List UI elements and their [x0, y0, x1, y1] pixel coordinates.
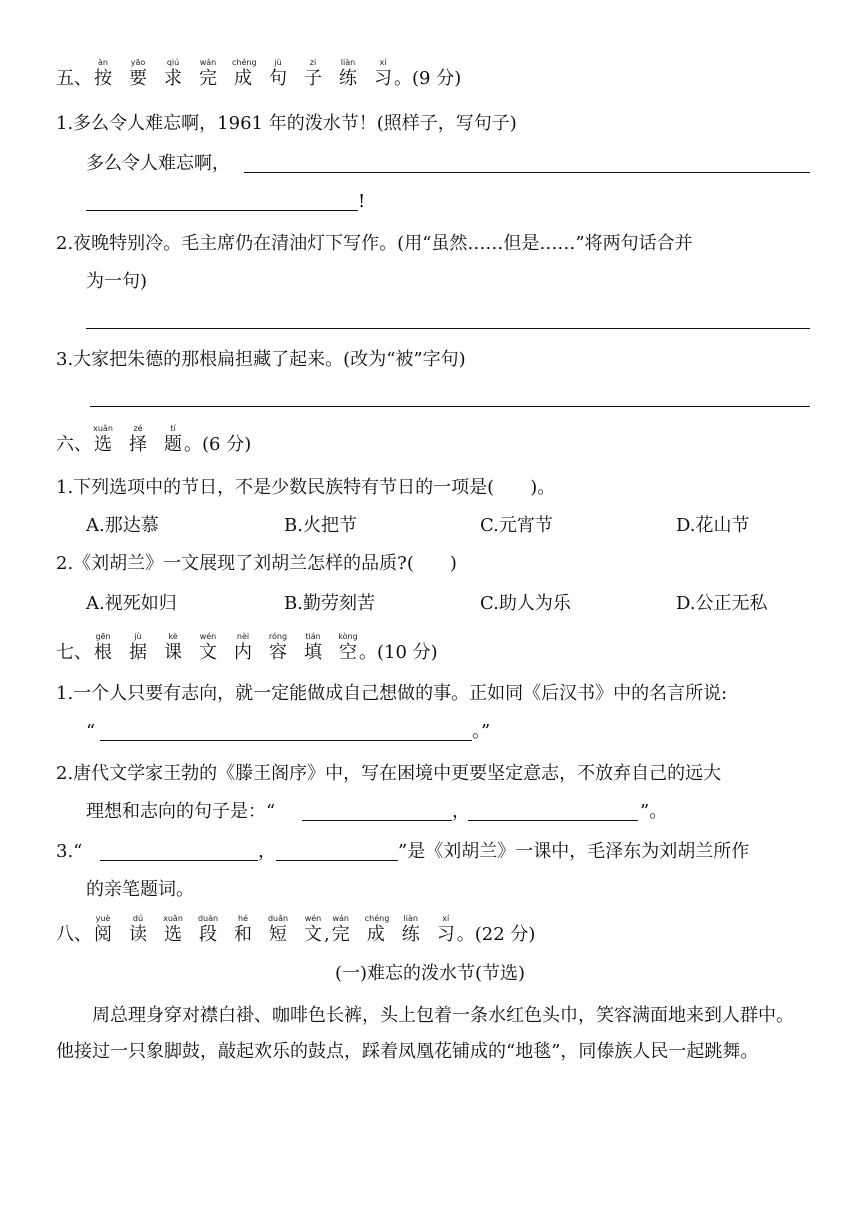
- ruby-char: [232, 914, 254, 946]
- hanzi: 习: [374, 68, 392, 89]
- ruby-char: [127, 632, 149, 664]
- hanzi: 要: [129, 68, 147, 89]
- s7-q3-answer-line-2[interactable]: [276, 860, 398, 861]
- s5-q1-answer-line-2[interactable]: [86, 210, 358, 211]
- section-6-number: 六、: [56, 434, 92, 455]
- hanzi: 阅: [94, 924, 112, 945]
- ruby-char: [92, 632, 114, 664]
- pinyin: àn: [98, 58, 108, 67]
- s6-q2-option-c[interactable]: C.助人为乐: [480, 593, 571, 614]
- pinyin: duàn: [197, 914, 219, 923]
- ruby-char: [302, 632, 324, 664]
- s6-q2-option-d[interactable]: D.公正无私: [676, 593, 768, 614]
- s5-q1-end-mark: !: [358, 191, 366, 212]
- ruby-char: [162, 914, 184, 946]
- s6-q1: 1.下列选项中的节日，不是少数民族特有节日的一项是( )。: [56, 477, 556, 498]
- pinyin: xí: [442, 914, 450, 923]
- pinyin: liàn: [340, 58, 356, 67]
- section-8-separator: ,: [324, 924, 330, 945]
- ruby-char: [162, 632, 184, 664]
- pinyin: nèi: [236, 632, 250, 641]
- hanzi: 完: [199, 68, 217, 89]
- hanzi: 练: [401, 924, 420, 945]
- pinyin: hé: [238, 914, 248, 923]
- hanzi: 和: [234, 924, 252, 945]
- hanzi: 根: [94, 642, 112, 663]
- hanzi: 择: [129, 434, 147, 455]
- hanzi: 选: [164, 924, 182, 945]
- hanzi: 题: [164, 434, 182, 455]
- hanzi: 课: [164, 642, 182, 663]
- ruby-char: [92, 58, 114, 90]
- ruby-char: [435, 914, 457, 946]
- ruby-char: [92, 424, 114, 456]
- s7-q1-answer-line[interactable]: [100, 740, 472, 741]
- section-5-ruby-title: [92, 58, 394, 89]
- pinyin: duǎn: [267, 914, 289, 923]
- hanzi: 容: [269, 642, 287, 663]
- ruby-char: [197, 58, 219, 90]
- ruby-char: [232, 58, 257, 90]
- pinyin: chéng: [232, 58, 257, 67]
- section-8-score: 。(22 分): [456, 924, 536, 945]
- pinyin: wán: [332, 914, 349, 923]
- s7-q3-line-2: 的亲笔题词。: [86, 879, 194, 900]
- pinyin: xuǎn: [93, 424, 113, 433]
- section-6-heading: [56, 424, 251, 456]
- hanzi: 选: [94, 434, 112, 455]
- pinyin: gēn: [95, 632, 111, 641]
- pinyin: qiú: [166, 58, 180, 67]
- section-8-heading: [56, 914, 535, 946]
- ruby-char: [162, 424, 184, 456]
- hanzi: 按: [94, 68, 112, 89]
- ruby-char: [302, 914, 324, 946]
- ruby-char: [127, 58, 149, 90]
- pinyin: róng: [268, 632, 288, 641]
- pinyin: chéng: [364, 914, 390, 923]
- s7-q1-line-1: 1.一个人只要有志向，就一定能做成自己想做的事。正如同《后汉书》中的名言所说:: [56, 683, 728, 704]
- pinyin: xuǎn: [163, 914, 183, 923]
- ruby-char: [364, 914, 390, 946]
- s5-q3-answer-line[interactable]: [90, 406, 810, 407]
- ruby-char: [337, 58, 359, 90]
- s7-q2-line-1: 2.唐代文学家王勃的《滕王阁序》中，写在困境中更要坚定意志，不放弃自己的远大: [56, 763, 722, 784]
- hanzi: 子: [304, 68, 322, 89]
- s5-q1: 1.多么令人难忘啊，1961 年的泼水节！(照样子，写句子): [56, 113, 517, 134]
- hanzi: 空: [339, 642, 357, 663]
- s5-q1-answer-line-1[interactable]: [244, 172, 810, 173]
- s6-q1-option-d[interactable]: D.花山节: [676, 515, 750, 536]
- hanzi: 句: [269, 68, 287, 89]
- pinyin: wén: [304, 914, 322, 923]
- ruby-char: [302, 58, 324, 90]
- s5-q1-lead: 多么令人难忘啊，: [86, 153, 230, 174]
- s7-q2-close: ”。: [640, 801, 668, 822]
- hanzi: 读: [129, 924, 147, 945]
- ruby-char: [267, 914, 289, 946]
- pinyin: jù: [134, 632, 142, 641]
- ruby-char: [92, 914, 114, 946]
- s5-q2-answer-line[interactable]: [86, 328, 810, 329]
- hanzi: 内: [234, 642, 252, 663]
- ruby-char: [127, 914, 149, 946]
- pinyin: yāo: [130, 58, 146, 67]
- pinyin: wén: [199, 632, 217, 641]
- section-5-number: 五、: [56, 68, 92, 89]
- s7-q3-answer-line-1[interactable]: [100, 860, 258, 861]
- hanzi: 段: [199, 924, 217, 945]
- pinyin: jù: [274, 58, 282, 67]
- s6-q1-option-a[interactable]: A.那达慕: [86, 515, 159, 536]
- ruby-char: [337, 632, 359, 664]
- s6-q2-option-a[interactable]: A.视死如归: [86, 593, 177, 614]
- ruby-char: [267, 58, 289, 90]
- section-7-ruby-title: [92, 632, 359, 663]
- hanzi: 成: [366, 924, 385, 945]
- s7-q3-comma: ，: [258, 841, 276, 862]
- section-8-number: 八、: [56, 924, 92, 945]
- pinyin: liàn: [403, 914, 418, 923]
- section-5-score: 。(9 分): [394, 68, 462, 89]
- ruby-char: [330, 914, 352, 946]
- pinyin: yuè: [95, 914, 111, 923]
- section-8-ruby-title-2: [330, 914, 457, 945]
- s7-q3-tail: ”是《刘胡兰》一课中，毛泽东为刘胡兰所作: [398, 841, 750, 862]
- pinyin: wán: [199, 58, 217, 67]
- pinyin: dú: [132, 914, 144, 923]
- s6-q1-option-c[interactable]: C.元宵节: [480, 515, 553, 536]
- hanzi: 短: [269, 924, 287, 945]
- passage-title: (一)难忘的泼水节(节选): [334, 963, 526, 984]
- s5-q2-line-1: 2.夜晚特别冷。毛主席仍在清油灯下写作。(用“虽然……但是……”将两句话合并: [56, 233, 693, 254]
- hanzi: 练: [339, 68, 357, 89]
- section-7-number: 七、: [56, 642, 92, 663]
- hanzi: 据: [129, 642, 147, 663]
- pinyin: zi: [309, 58, 317, 67]
- hanzi: 文: [199, 642, 217, 663]
- section-7-heading: [56, 632, 438, 664]
- ruby-char: [197, 914, 219, 946]
- pinyin: tí: [170, 424, 176, 433]
- hanzi: 填: [304, 642, 322, 663]
- s7-q1-open-quote: “: [86, 721, 96, 742]
- s7-q1-close-quote: 。”: [472, 721, 491, 742]
- section-5-heading: [56, 58, 461, 90]
- passage-text: 周总理身穿对襟白褂、咖啡色长裤，头上包着一条水红色头巾，笑容满面地来到人群中。他接过一只象脚鼓，敲起欢乐的鼓点，踩着凤凰花铺成的“地毯”，同傣族人民一起跳舞。: [56, 1005, 794, 1062]
- hanzi: 求: [164, 68, 182, 89]
- ruby-char: [162, 58, 184, 90]
- hanzi: 习: [436, 924, 455, 945]
- s5-q2-line-2: 为一句): [86, 271, 148, 292]
- hanzi: 完: [331, 924, 350, 945]
- section-8-ruby-title-1: [92, 914, 324, 945]
- ruby-char: [197, 632, 219, 664]
- section-6-score: 。(6 分): [184, 434, 252, 455]
- s7-q2-comma: ，: [452, 801, 470, 822]
- s7-q3-open: 3.“: [56, 841, 83, 862]
- ruby-char: [400, 914, 422, 946]
- ruby-char: [232, 632, 254, 664]
- s6-q2-option-b[interactable]: B.勤劳刻苦: [284, 593, 375, 614]
- pinyin: zé: [133, 424, 143, 433]
- s7-q2-answer-line-1[interactable]: [302, 820, 452, 821]
- pinyin: kè: [168, 632, 178, 641]
- ruby-char: [372, 58, 394, 90]
- ruby-char: [267, 632, 289, 664]
- section-7-score: 。(10 分): [359, 642, 438, 663]
- pinyin: xí: [379, 58, 387, 67]
- s6-q1-option-b[interactable]: B.火把节: [284, 515, 357, 536]
- hanzi: 成: [234, 68, 252, 89]
- pinyin: kòng: [338, 632, 358, 641]
- hanzi: 文: [304, 924, 322, 945]
- s7-q2-lead: 理想和志向的句子是：“: [86, 801, 276, 822]
- ruby-char: [127, 424, 149, 456]
- section-6-ruby-title: [92, 424, 184, 455]
- s5-q3: 3.大家把朱德的那根扁担藏了起来。(改为“被”字句): [56, 349, 466, 370]
- pinyin: tián: [305, 632, 321, 641]
- s6-q2: 2.《刘胡兰》一文展现了刘胡兰怎样的品质?( ): [56, 553, 457, 574]
- s7-q2-answer-line-2[interactable]: [468, 820, 638, 821]
